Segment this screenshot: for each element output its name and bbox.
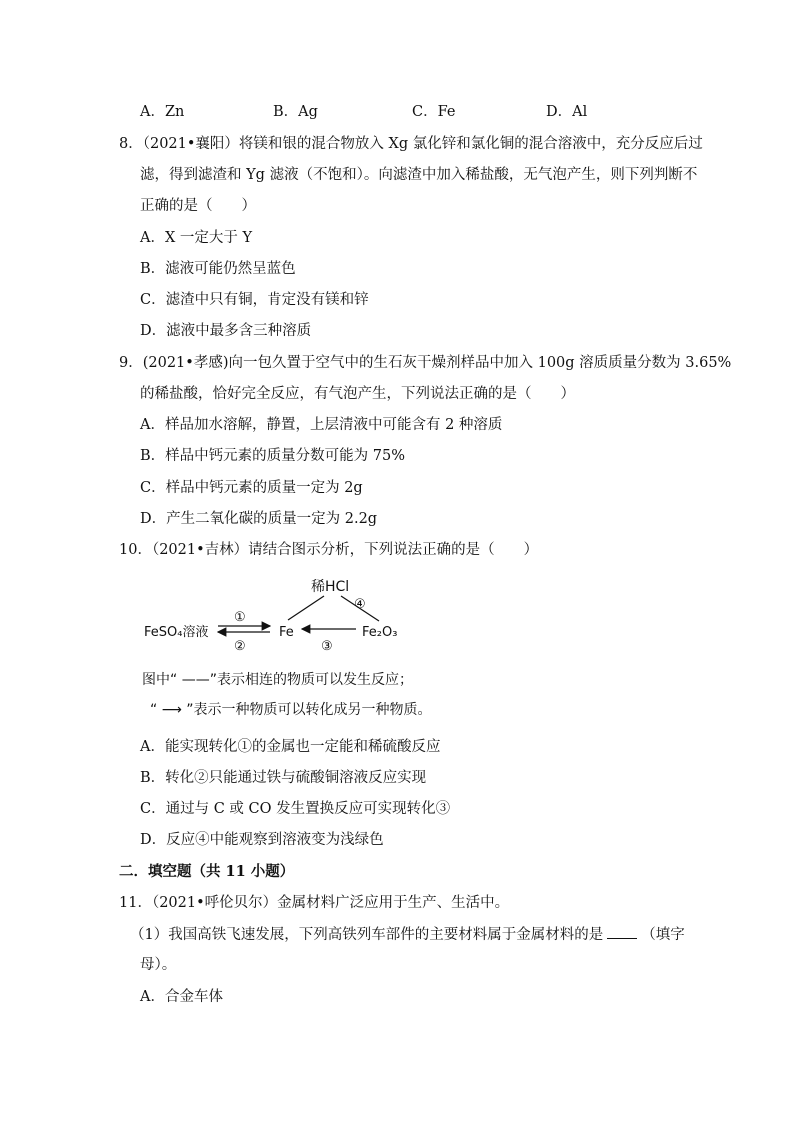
q11-sub1-tail: （填字 bbox=[641, 927, 685, 943]
q7-option-b: B．Ag bbox=[273, 104, 318, 120]
diagram-label-4: ④ bbox=[354, 597, 366, 612]
q10-option-a: A．能实现转化①的金属也一定能和稀硫酸反应 bbox=[140, 739, 441, 755]
q8-option-c: C．滤渣中只有铜，肯定没有镁和锌 bbox=[140, 292, 369, 308]
q11-stem: 11．（2021•呼伦贝尔）金属材料广泛应用于生产、生活中。 bbox=[119, 895, 510, 911]
q7-option-a: A．Zn bbox=[140, 104, 185, 120]
diagram-center-fe: Fe bbox=[279, 625, 294, 640]
q8-stem-line-2: 滤，得到滤渣和 Yg 滤液（不饱和）。向滤渣中加入稀盐酸，无气泡产生，则下列判断不 bbox=[140, 167, 698, 183]
answer-blank bbox=[607, 924, 637, 939]
q9-option-a: A．样品加水溶解，静置，上层清液中可能含有 2 种溶质 bbox=[140, 417, 503, 433]
q8-stem-line-3: 正确的是（ ） bbox=[140, 198, 256, 214]
q7-option-c: C．Fe bbox=[412, 104, 456, 120]
diagram-legend-line: 图中“ ——”表示相连的物质可以发生反应； bbox=[142, 672, 413, 688]
q8-option-b: B．滤液可能仍然呈蓝色 bbox=[140, 261, 296, 277]
q8-option-a: A．X 一定大于 Y bbox=[140, 230, 253, 246]
diagram-legend-arrow: “ ⟶ ”表示一种物质可以转化成另一种物质。 bbox=[150, 702, 432, 718]
diagram-label-1: ① bbox=[234, 610, 246, 625]
q9-stem-line-1: 9．(2021•孝感)向一包久置于空气中的生石灰干燥剂样品中加入 100g 溶质质量分数为 3.65% bbox=[119, 355, 732, 371]
diagram-right-fe2o3: Fe₂O₃ bbox=[362, 625, 398, 640]
q10-option-c: C．通过与 C 或 CO 发生置换反应可实现转化③ bbox=[140, 801, 451, 817]
q11-sub1-cont: 母）。 bbox=[140, 957, 177, 973]
q8-option-d: D．滤液中最多含三种溶质 bbox=[140, 323, 312, 339]
q11-sub1 bbox=[130, 924, 685, 945]
q11-option-a: A．合金车体 bbox=[140, 989, 223, 1005]
q9-option-b: B．样品中钙元素的质量分数可能为 75% bbox=[140, 448, 405, 464]
section-title: 二．填空题（共 11 小题） bbox=[119, 863, 295, 880]
q9-stem-line-2: 的稀盐酸，恰好完全反应，有气泡产生，下列说法正确的是（ ） bbox=[140, 386, 575, 402]
diagram-label-2: ② bbox=[234, 639, 246, 654]
diagram-label-3: ③ bbox=[321, 639, 333, 654]
q10-option-b: B．转化②只能通过铁与硫酸铜溶液反应实现 bbox=[140, 770, 427, 786]
diagram-connector-hcl-fe bbox=[288, 596, 324, 620]
diagram-left-feso4: FeSO₄溶液 bbox=[144, 625, 209, 640]
q9-option-c: C．样品中钙元素的质量一定为 2g bbox=[140, 480, 363, 496]
q9-option-d: D．产生二氧化碳的质量一定为 2.2g bbox=[140, 511, 378, 527]
q10-option-d: D．反应④中能观察到溶液变为浅绿色 bbox=[140, 832, 384, 848]
q8-stem-line-1: 8．（2021•襄阳）将镁和银的混合物放入 Xg 氯化锌和氯化铜的混合溶液中，充分反应后过 bbox=[119, 136, 703, 152]
q10-stem: 10．（2021•吉林）请结合图示分析，下列说法正确的是（ ） bbox=[119, 542, 539, 558]
diagram-top-hcl: 稀HCl bbox=[311, 579, 350, 595]
reaction-diagram bbox=[136, 574, 456, 674]
q7-option-d: D．Al bbox=[546, 104, 588, 120]
q11-sub1-text: （1）我国高铁飞速发展，下列高铁列车部件的主要材料属于金属材料的是 bbox=[130, 927, 604, 943]
